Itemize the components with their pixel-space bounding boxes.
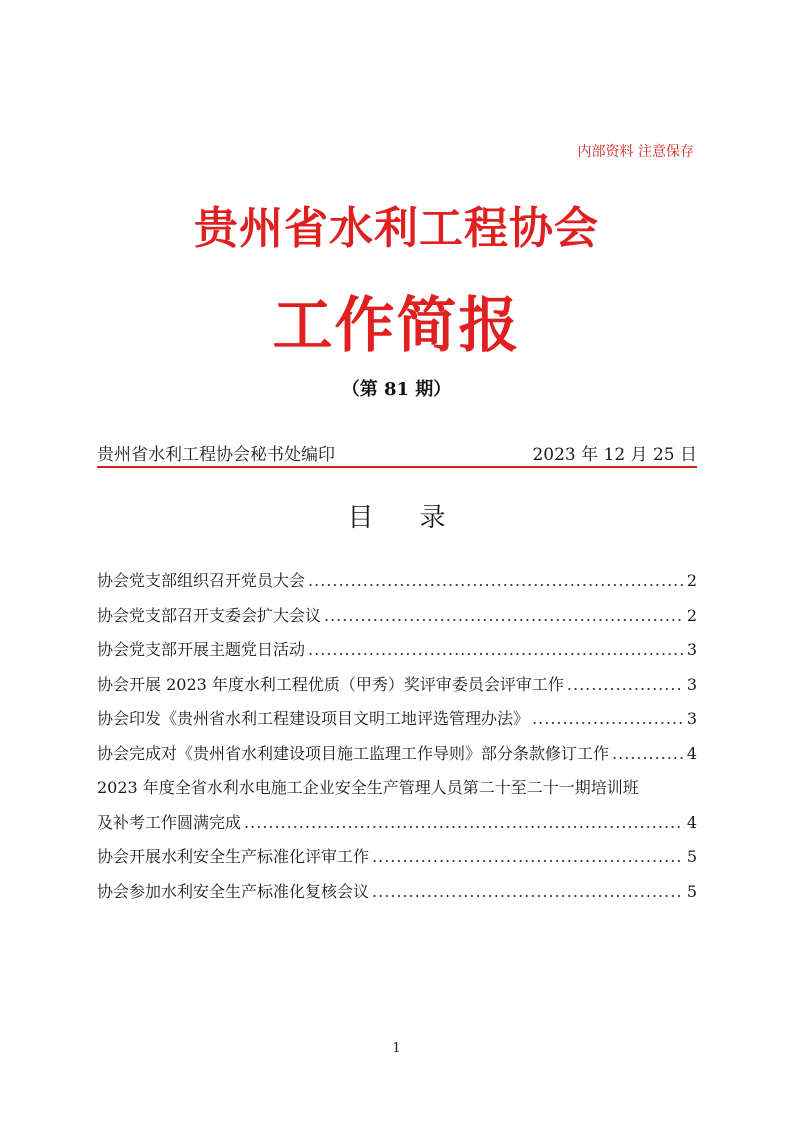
toc-entry[interactable]	[97, 633, 697, 668]
publication-date: 2023 年 12 月 25 日	[532, 445, 697, 465]
toc-heading: 目录	[347, 503, 492, 533]
toc-entry[interactable]	[97, 599, 697, 634]
toc-entry-title: 协会开展 2023 年度水利工程优质（甲秀）奖评审委员会评审工作	[97, 674, 564, 694]
toc-entry-title: 协会参加水利安全生产标准化复核会议	[97, 881, 370, 901]
toc-entry-page: 2	[686, 571, 697, 590]
issue-number: （第 81 期）	[341, 379, 452, 400]
toc-dot-leader	[324, 599, 684, 634]
toc-entry[interactable]	[97, 737, 697, 772]
toc-entry[interactable]	[97, 668, 697, 703]
toc-entry-title: 协会党支部开展主题党日活动	[97, 640, 306, 659]
toc-dot-leader	[244, 806, 684, 841]
table-of-contents	[97, 564, 697, 909]
page-number: 1	[392, 1041, 401, 1056]
toc-entry-page: 2	[686, 605, 697, 625]
toc-entry-page: 4	[686, 812, 697, 832]
toc-entry-page: 3	[686, 640, 697, 659]
toc-dot-leader	[532, 702, 684, 737]
toc-entry-title: 协会完成对《贵州省水利建设项目施工监理工作导则》部分条款修订工作	[97, 743, 610, 763]
toc-entry[interactable]	[97, 771, 697, 840]
toc-entry[interactable]	[97, 875, 697, 910]
editor-label: 贵州省水利工程协会秘书处编印	[97, 445, 335, 465]
header-divider	[97, 466, 697, 468]
organization-title: 贵州省水利工程协会	[194, 203, 599, 254]
toc-entry-title-line1: 2023 年度全省水利水电施工企业安全生产管理人员第二十至二十一期培训班	[97, 778, 639, 797]
toc-entry[interactable]	[97, 702, 697, 737]
toc-dot-leader	[308, 633, 684, 668]
toc-entry-page: 3	[686, 709, 697, 728]
toc-dot-leader	[567, 668, 684, 703]
toc-entry-page: 5	[686, 847, 697, 866]
toc-entry-title: 协会开展水利安全生产标准化评审工作	[97, 847, 370, 866]
toc-entry-title: 协会党支部召开支委会扩大会议	[97, 605, 322, 625]
toc-entry-title-line2: 及补考工作圆满完成	[97, 812, 242, 832]
toc-dot-leader	[612, 737, 684, 772]
toc-entry-line2	[97, 806, 697, 841]
toc-entry-title: 协会印发《贵州省水利工程建设项目文明工地评选管理办法》	[97, 709, 530, 728]
toc-entry-title: 协会党支部组织召开党员大会	[97, 571, 306, 590]
toc-entry[interactable]	[97, 840, 697, 875]
toc-dot-leader	[308, 564, 684, 599]
toc-dot-leader	[372, 840, 684, 875]
toc-entry[interactable]	[97, 564, 697, 599]
toc-entry-page: 3	[686, 674, 697, 694]
toc-entry-page: 5	[686, 881, 697, 901]
toc-dot-leader	[372, 875, 684, 910]
confidential-notice: 内部资料 注意保存	[577, 144, 694, 160]
bulletin-title: 工作简报	[272, 291, 521, 361]
toc-entry-page: 4	[686, 743, 697, 763]
